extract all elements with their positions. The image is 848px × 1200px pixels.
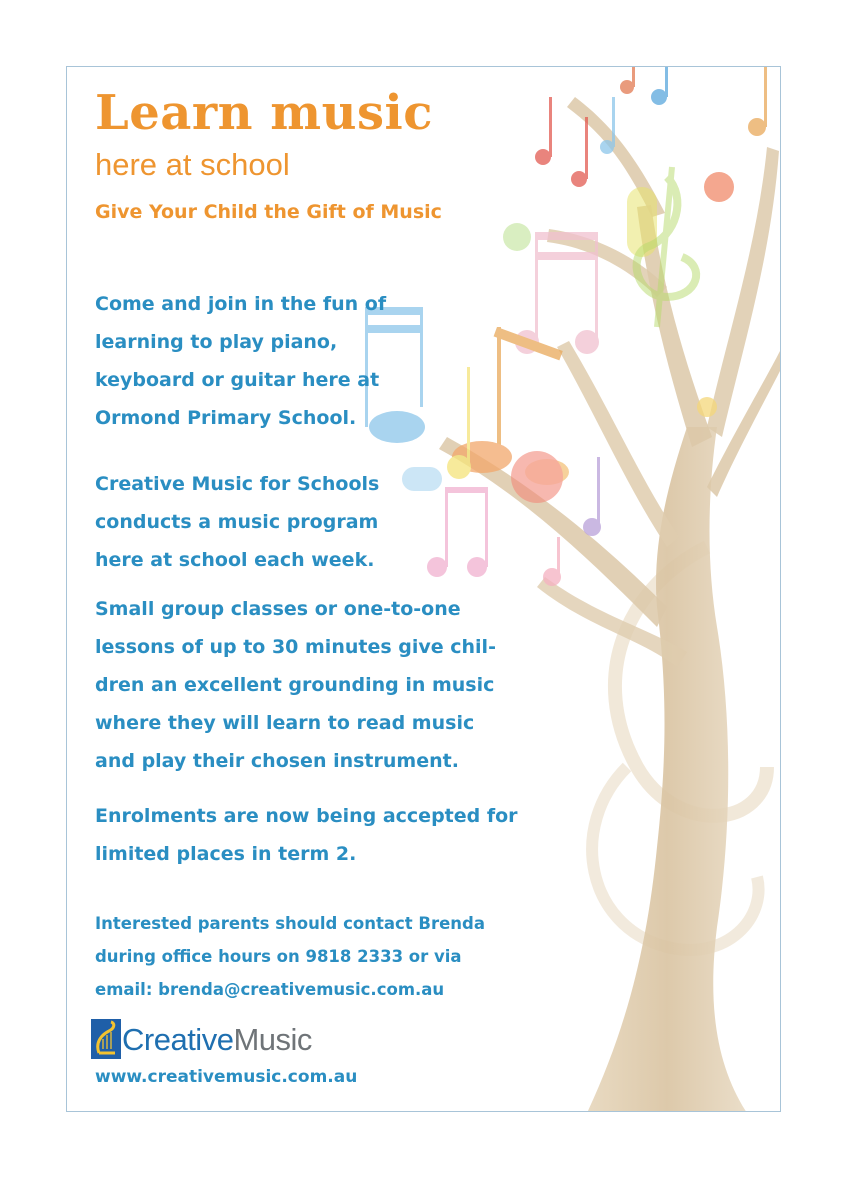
text-line: where they will learn to read music: [95, 712, 475, 734]
contact-line: Interested parents should contact Brenda: [95, 914, 485, 933]
paragraph-program: [95, 465, 379, 579]
text-line: and play their chosen instrument.: [95, 750, 459, 772]
text-line: Enrolments are now being accepted for: [95, 805, 518, 827]
text-line: here at school each week.: [95, 549, 375, 571]
logo-text: [122, 1019, 312, 1061]
text-line: Ormond Primary School.: [95, 407, 357, 429]
text-line: keyboard or guitar here at: [95, 369, 380, 391]
logo-word-music: Music: [233, 1022, 312, 1057]
paragraph-enrolments: [95, 797, 518, 873]
text-line: conducts a music program: [95, 511, 379, 533]
website-link[interactable]: www.creativemusic.com.au: [95, 1067, 358, 1087]
text-line: Creative Music for Schools: [95, 473, 380, 495]
page-subtitle: here at school: [95, 147, 290, 182]
flyer: [66, 66, 781, 1112]
text-line: Small group classes or one-to-one: [95, 598, 461, 620]
text-line: learning to play piano,: [95, 331, 338, 353]
harp-logo-icon: [91, 1019, 121, 1059]
text-line: limited places in term 2.: [95, 843, 357, 865]
paragraph-classes: [95, 590, 496, 780]
contact-info: [95, 907, 485, 1006]
text-line: lessons of up to 30 minutes give chil-: [95, 636, 496, 658]
creative-music-logo: [91, 1019, 351, 1061]
tagline: Give Your Child the Gift of Music: [95, 201, 442, 223]
logo-word-creative: Creative: [122, 1022, 234, 1057]
text-line: dren an excellent grounding in music: [95, 674, 495, 696]
contact-line: during office hours on 9818 2333 or via: [95, 947, 462, 966]
page-title: Learn music: [95, 85, 433, 141]
paragraph-intro: [95, 285, 386, 437]
contact-email: email: brenda@creativemusic.com.au: [95, 980, 445, 999]
text-line: Come and join in the fun of: [95, 293, 387, 315]
